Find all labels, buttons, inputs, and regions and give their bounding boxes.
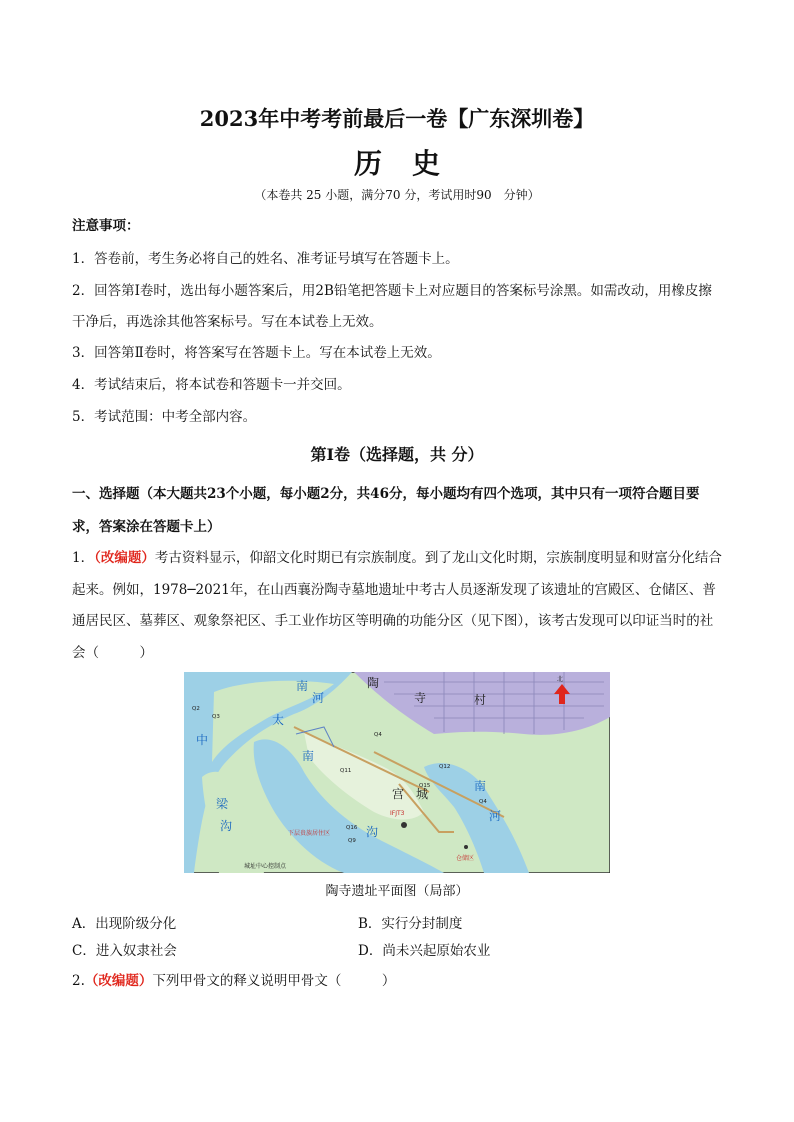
question-2-text: 下列甲骨文的释义说明甲骨文（ ） <box>152 973 396 989</box>
note-item-3: 3．回答第Ⅱ卷时，将答案写在答题卡上。写在本试卷上无效。 <box>72 345 441 361</box>
map-label: 寺 <box>414 691 427 705</box>
map-label: 河 <box>489 809 502 823</box>
map-label: Q3 <box>212 714 220 720</box>
question-1-text: 考古资料显示，仰韶文化时期已有宗族制度。到了龙山文化时期，宗族制度明显和财富分化结合起来。例如，1978─2021年，在山西襄汾陶寺墓地遗址中考古人员逐渐发现了该遗址的宫殿区、仓储区、普通居民区、墓葬区、观象祭祀区、手工业作坊区等明确的功能分区（见下图），该考古发现可以印证当时的社会（ ） <box>72 550 722 661</box>
question-2-number: 2. <box>72 973 85 989</box>
map-label: 河 <box>312 691 325 705</box>
map-label: 沟 <box>220 819 233 833</box>
question-1 <box>72 543 722 669</box>
option-b[interactable]: B．实行分封制度 <box>358 916 463 932</box>
map-label: Q9 <box>348 838 356 844</box>
exam-info: （本卷共 25 小题，满分70 分，考试用时90 分钟） <box>254 188 540 202</box>
question-2 <box>72 969 395 989</box>
map-label: 太 <box>272 713 285 727</box>
note-item-2: 2．回答第Ⅰ卷时，选出每小题答案后，用2B铅笔把答题卡上对应题目的答案标号涂黑。如需改动，用橡皮擦干净后，再选涂其他答案标号。写在本试卷上无效。 <box>72 283 712 330</box>
question-1-tag: （改编题） <box>94 550 155 566</box>
option-c[interactable]: C．进入奴隶社会 <box>72 943 177 959</box>
map-label: 城址中心控制点 <box>244 863 287 870</box>
map-label: Q4 <box>479 799 487 805</box>
option-a[interactable]: A．出现阶级分化 <box>72 916 177 932</box>
map-label: 宫 <box>392 787 405 801</box>
note-item-5: 5．考试范围：中考全部内容。 <box>72 409 257 425</box>
map-label: 仓储区 <box>456 855 475 862</box>
subject-title: 历史 <box>353 147 470 180</box>
question-2-tag: （改编题） <box>84 973 153 989</box>
map-label: 南 <box>296 679 309 693</box>
option-d[interactable]: D．尚未兴起原始农业 <box>358 943 491 959</box>
map-label: Q15 <box>419 783 431 789</box>
question-1-number: 1． <box>72 550 95 566</box>
map-label: Q11 <box>340 768 352 774</box>
map-label: 村 <box>474 693 487 707</box>
taosi-site-map <box>184 672 610 873</box>
section-description: 一、选择题（本大题共23个小题，每小题2分，共46分，每小题均有四个选项，其中只有一项符合题目要求，答案涂在答题卡上） <box>72 486 700 535</box>
map-label: IFJT3 <box>390 810 405 817</box>
map-caption: 陶寺遗址平面图（局部） <box>325 884 469 899</box>
map-label: Q2 <box>192 706 200 712</box>
note-item-1: 1．答卷前，考生务必将自己的姓名、准考证号填写在答题卡上。 <box>72 251 459 267</box>
map-label: 沟 <box>366 825 379 839</box>
north-label: 北 <box>557 676 564 683</box>
map-label: Q16 <box>346 825 358 831</box>
map-label: Q12 <box>439 764 451 770</box>
map-label: 梁 <box>216 797 229 811</box>
notes-heading: 注意事项： <box>72 218 140 234</box>
note-item-4: 4．考试结束后，将本试卷和答题卡一并交回。 <box>72 377 351 393</box>
map-label: 南 <box>474 779 487 793</box>
map-label: Q4 <box>374 732 382 738</box>
map-label: 城 <box>416 787 429 801</box>
section-title: 第Ⅰ卷（选择题，共 分） <box>310 445 484 464</box>
map-label: 陶 <box>367 676 380 690</box>
map-label: 南 <box>302 749 315 763</box>
map-label: 下层贵族居住区 <box>288 830 331 837</box>
map-label: 中 <box>196 733 209 747</box>
page-title: 2023年中考考前最后一卷【广东深圳卷】 <box>199 106 595 131</box>
